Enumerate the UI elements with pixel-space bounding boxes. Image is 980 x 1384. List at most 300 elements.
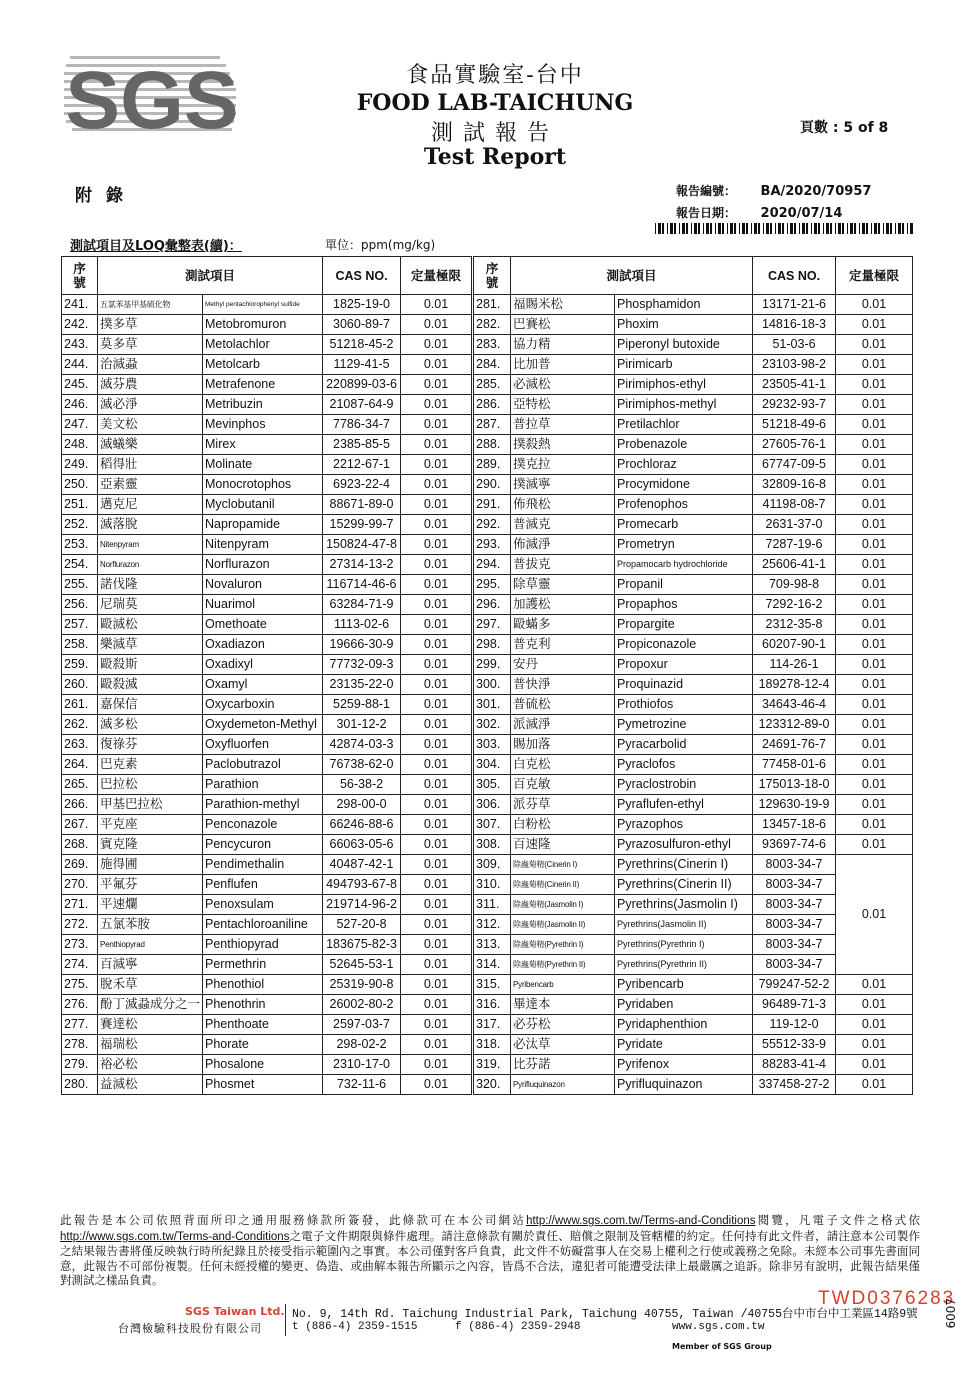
cas-number: 51218-49-6 [753, 415, 836, 435]
loq-value: 0.01 [836, 775, 913, 795]
cas-number: 183675-82-3 [323, 935, 401, 955]
cas-number: 220899-03-6 [323, 375, 401, 395]
pesticide-name-zh: 派芬草 [511, 795, 615, 815]
table-row [62, 615, 913, 635]
loq-table [61, 256, 913, 1095]
lab-title-en: FOOD LAB-TAICHUNG [356, 90, 634, 116]
pesticide-name-en: Pyrethrins(Cinerin II) [615, 875, 753, 895]
barcode-bar [670, 223, 673, 234]
pesticide-name-zh: 普拉草 [511, 415, 615, 435]
loq-value: 0.01 [836, 975, 913, 995]
table-row [62, 335, 913, 355]
barcode-bar [758, 223, 760, 234]
row-number: 314. [473, 955, 511, 975]
cas-number: 41198-08-7 [753, 495, 836, 515]
barcode-bar [778, 223, 781, 234]
row-number: 315. [473, 975, 511, 995]
cas-number: 25606-41-1 [753, 555, 836, 575]
pesticide-name-en: Pyridaben [615, 995, 753, 1015]
row-number: 270. [62, 875, 98, 895]
loq-value: 0.01 [401, 915, 473, 935]
barcode-bar [818, 223, 820, 234]
row-number: 318. [473, 1035, 511, 1055]
loq-value: 0.01 [401, 475, 473, 495]
cas-number: 56-38-2 [323, 775, 401, 795]
pesticide-name-zh: 必芬松 [511, 1015, 615, 1035]
row-number: 279. [62, 1055, 98, 1075]
loq-value: 0.01 [401, 995, 473, 1015]
barcode-bar [859, 223, 860, 234]
row-number: 266. [62, 795, 98, 815]
cas-number: 24691-76-7 [753, 735, 836, 755]
table-row [62, 755, 913, 775]
cas-number: 23135-22-0 [323, 675, 401, 695]
col-loq: 定量極限 [401, 257, 473, 295]
barcode-bar [799, 223, 800, 234]
loq-value: 0.01 [836, 1035, 913, 1055]
row-number: 248. [62, 435, 98, 455]
cas-number: 23103-98-2 [753, 355, 836, 375]
row-number: 244. [62, 355, 98, 375]
table-row [62, 975, 913, 995]
pesticide-name-en: Propamocarb hydrochloride [615, 555, 753, 575]
cas-number: 13457-18-6 [753, 815, 836, 835]
pesticide-name-zh: 協力精 [511, 335, 615, 355]
cas-number: 123312-89-0 [753, 715, 836, 735]
pesticide-name-zh: 邁克尼 [98, 495, 203, 515]
cas-number: 8003-34-7 [753, 875, 836, 895]
pesticide-name-en: Prometryn [615, 535, 753, 555]
cas-number: 2385-85-5 [323, 435, 401, 455]
pesticide-name-en: Metribuzin [203, 395, 323, 415]
pesticide-name-zh: Penthiopyrad [98, 935, 203, 955]
cas-number: 119-12-0 [753, 1015, 836, 1035]
pesticide-name-en: Phosphamidon [615, 295, 753, 315]
loq-value: 0.01 [401, 515, 473, 535]
loq-value: 0.01 [836, 515, 913, 535]
row-number: 285. [473, 375, 511, 395]
loq-value: 0.01 [401, 595, 473, 615]
cas-number: 13171-21-6 [753, 295, 836, 315]
row-number: 257. [62, 615, 98, 635]
table-row [62, 995, 913, 1015]
row-number: 284. [473, 355, 511, 375]
pesticide-name-en: Pyrazosulfuron-ethyl [615, 835, 753, 855]
terms-link[interactable]: http://www.sgs.com.tw/Terms-and-Conditions [526, 1215, 756, 1227]
loq-value: 0.01 [836, 1015, 913, 1035]
table-row [62, 555, 913, 575]
loq-value: 0.01 [836, 495, 913, 515]
pesticide-name-zh: 莫多草 [98, 335, 203, 355]
barcode-bar [658, 223, 661, 234]
pesticide-name-en: Oxadixyl [203, 655, 323, 675]
table-row [62, 595, 913, 615]
loq-value: 0.01 [401, 1055, 473, 1075]
cas-number: 527-20-8 [323, 915, 401, 935]
loq-value: 0.01 [401, 335, 473, 355]
cas-number: 29232-93-7 [753, 395, 836, 415]
table-row [62, 295, 913, 315]
loq-value: 0.01 [836, 615, 913, 635]
pesticide-name-en: Pirimiphos-methyl [615, 395, 753, 415]
row-number: 264. [62, 755, 98, 775]
table-row [62, 855, 913, 875]
row-number: 319. [473, 1055, 511, 1075]
barcode-bar [766, 223, 769, 234]
row-number: 241. [62, 295, 98, 315]
barcode-bar [826, 223, 829, 234]
pesticide-name-zh: 巴克素 [98, 755, 203, 775]
loq-value: 0.01 [401, 775, 473, 795]
loq-value: 0.01 [836, 695, 913, 715]
cas-number: 301-12-2 [323, 715, 401, 735]
pesticide-name-zh: 毆滅松 [98, 615, 203, 635]
row-number: 311. [473, 895, 511, 915]
barcode-bar [898, 223, 901, 234]
row-number: 294. [473, 555, 511, 575]
pesticide-name-en: Oxydemeton-Methyl [203, 715, 323, 735]
loq-value: 0.01 [836, 475, 913, 495]
cas-number: 14816-18-3 [753, 315, 836, 335]
barcode-bar [823, 223, 824, 234]
row-number: 300. [473, 675, 511, 695]
loq-value: 0.01 [401, 675, 473, 695]
pesticide-name-en: Methyl pentachlorophenyl sulfide [203, 295, 323, 315]
page-label: 頁數 [800, 120, 828, 136]
pesticide-name-en: Propanil [615, 575, 753, 595]
col-item: 測試項目 [98, 257, 323, 295]
table-row [62, 1055, 913, 1075]
company-name-zh: 台灣檢驗科技股份有限公司 [118, 1322, 262, 1335]
barcode [655, 223, 913, 234]
row-number: 313. [473, 935, 511, 955]
barcode-bar [878, 223, 880, 234]
pesticide-name-zh: 滅蟻樂 [98, 435, 203, 455]
barcode-bar [727, 223, 728, 234]
loq-value: 0.01 [401, 955, 473, 975]
pesticide-name-zh: 美文松 [98, 415, 203, 435]
pesticide-name-zh: 施得圃 [98, 855, 203, 875]
cas-number: 709-98-8 [753, 575, 836, 595]
row-number: 242. [62, 315, 98, 335]
loq-value: 0.01 [836, 455, 913, 475]
table-row [62, 935, 913, 955]
barcode-bar [662, 223, 664, 234]
pesticide-name-zh: 滅必淨 [98, 395, 203, 415]
row-number: 308. [473, 835, 511, 855]
pesticide-name-zh: 賽達松 [98, 1015, 203, 1035]
cas-number: 2312-35-8 [753, 615, 836, 635]
row-number: 258. [62, 635, 98, 655]
pesticide-name-en: Pencycuron [203, 835, 323, 855]
loq-value: 0.01 [836, 555, 913, 575]
pesticide-name-zh: 稻得壯 [98, 455, 203, 475]
col-no: 序 號 [62, 257, 98, 295]
pesticide-name-en: Phoxim [615, 315, 753, 335]
cas-number: 19666-30-9 [323, 635, 401, 655]
svg-text:SGS: SGS [65, 55, 239, 142]
pesticide-name-zh: 加護松 [511, 595, 615, 615]
loq-value: 0.01 [836, 635, 913, 655]
pesticide-name-en: Myclobutanil [203, 495, 323, 515]
pesticide-name-en: Parathion [203, 775, 323, 795]
table-row [62, 515, 913, 535]
pesticide-name-en: Propoxur [615, 655, 753, 675]
barcode-bar [910, 223, 913, 234]
loq-value: 0.01 [401, 975, 473, 995]
cas-number: 298-02-2 [323, 1035, 401, 1055]
loq-value: 0.01 [836, 395, 913, 415]
row-number: 288. [473, 435, 511, 455]
terms-link[interactable]: http://www.sgs.com.tw/Terms-and-Conditions [60, 1230, 290, 1243]
col-no-right: 序 號 [473, 257, 511, 295]
table-row [62, 475, 913, 495]
row-number: 293. [473, 535, 511, 555]
barcode-bar [682, 223, 685, 234]
barcode-bar [703, 223, 704, 234]
row-number: 255. [62, 575, 98, 595]
row-number: 307. [473, 815, 511, 835]
cas-number: 51-03-6 [753, 335, 836, 355]
cas-number: 2631-37-0 [753, 515, 836, 535]
row-number: 295. [473, 575, 511, 595]
pesticide-name-en: Penflufen [203, 875, 323, 895]
cas-number: 66246-88-6 [323, 815, 401, 835]
pesticide-name-zh: 樂滅草 [98, 635, 203, 655]
pesticide-name-en: Phorate [203, 1035, 323, 1055]
pesticide-name-zh: 除蟲菊精(Cinerin II) [511, 875, 615, 895]
table-row [62, 315, 913, 335]
barcode-bar [830, 223, 832, 234]
barcode-bar [842, 223, 844, 234]
table-row [62, 415, 913, 435]
pesticide-name-en: Prochloraz [615, 455, 753, 475]
col-cas-right: CAS NO. [753, 257, 836, 295]
barcode-bar [710, 223, 712, 234]
row-number: 269. [62, 855, 98, 875]
barcode-bar [902, 223, 904, 234]
pesticide-name-zh: 巴賽松 [511, 315, 615, 335]
table-row [62, 715, 913, 735]
pesticide-name-zh: 比芬諾 [511, 1055, 615, 1075]
pesticide-name-zh: Nitenpyram [98, 535, 203, 555]
cas-number: 25319-90-8 [323, 975, 401, 995]
pesticide-name-zh: 百滅寧 [98, 955, 203, 975]
pesticide-name-zh: 除蟲菊精(Cinerin I) [511, 855, 615, 875]
cas-number: 60207-90-1 [753, 635, 836, 655]
table-row [62, 815, 913, 835]
pesticide-name-zh: 甲基巴拉松 [98, 795, 203, 815]
pesticide-name-en: Pyridate [615, 1035, 753, 1055]
cas-number: 7786-34-7 [323, 415, 401, 435]
barcode-bar [895, 223, 896, 234]
table-row [62, 775, 913, 795]
table-row [62, 835, 913, 855]
pesticide-name-zh: 撲多草 [98, 315, 203, 335]
pesticide-name-en: Promecarb [615, 515, 753, 535]
report-title-zh: 測試報告 [430, 121, 559, 146]
cas-number: 96489-71-3 [753, 995, 836, 1015]
barcode-bar [667, 223, 668, 234]
row-number: 275. [62, 975, 98, 995]
pesticide-name-zh: 除蟲菊精(Pyrethrin I) [511, 935, 615, 955]
loq-value: 0.01 [401, 815, 473, 835]
row-number: 253. [62, 535, 98, 555]
pesticide-name-zh: 必汰草 [511, 1035, 615, 1055]
col-item-right: 測試項目 [511, 257, 753, 295]
barcode-bar [814, 223, 817, 234]
cas-number: 51218-45-2 [323, 335, 401, 355]
table-row [62, 795, 913, 815]
row-number: 276. [62, 995, 98, 1015]
pesticide-name-en: Proquinazid [615, 675, 753, 695]
cas-number: 66063-05-6 [323, 835, 401, 855]
cas-number: 27314-13-2 [323, 555, 401, 575]
member-of-group: Member of SGS Group [672, 1342, 772, 1351]
pesticide-name-zh: 尼瑞莫 [98, 595, 203, 615]
pesticide-name-zh: 嘉保信 [98, 695, 203, 715]
pesticide-name-zh: 佈飛松 [511, 495, 615, 515]
loq-value: 0.01 [836, 715, 913, 735]
barcode-bar [742, 223, 745, 234]
table-row [62, 495, 913, 515]
pesticide-name-en: Penthiopyrad [203, 935, 323, 955]
row-number: 291. [473, 495, 511, 515]
cas-number: 2597-03-7 [323, 1015, 401, 1035]
pesticide-name-en: Molinate [203, 455, 323, 475]
loq-value: 0.01 [401, 455, 473, 475]
barcode-bar [871, 223, 872, 234]
row-number: 254. [62, 555, 98, 575]
barcode-bar [890, 223, 892, 234]
pesticide-name-en: Mevinphos [203, 415, 323, 435]
row-number: 245. [62, 375, 98, 395]
cas-number: 27605-76-1 [753, 435, 836, 455]
cas-number: 7292-16-2 [753, 595, 836, 615]
barcode-bar [730, 223, 733, 234]
pesticide-name-en: Pyridaphenthion [615, 1015, 753, 1035]
loq-value: 0.01 [401, 295, 473, 315]
row-number: 302. [473, 715, 511, 735]
pesticide-name-en: Propiconazole [615, 635, 753, 655]
cas-number: 88283-41-4 [753, 1055, 836, 1075]
pesticide-name-zh: 除草靈 [511, 575, 615, 595]
barcode-bar [715, 223, 716, 234]
pesticide-name-en: Oxamyl [203, 675, 323, 695]
loq-value: 0.01 [401, 575, 473, 595]
pesticide-name-zh: 除蟲菊精(Jasmolin II) [511, 915, 615, 935]
cas-number: 732-11-6 [323, 1075, 401, 1095]
row-number: 274. [62, 955, 98, 975]
row-number: 252. [62, 515, 98, 535]
row-number: 260. [62, 675, 98, 695]
row-number: 259. [62, 655, 98, 675]
cas-number: 1129-41-5 [323, 355, 401, 375]
barcode-bar [770, 223, 772, 234]
pesticide-name-zh: 撲滅寧 [511, 475, 615, 495]
row-number: 267. [62, 815, 98, 835]
row-number: 287. [473, 415, 511, 435]
table-row [62, 955, 913, 975]
pesticide-name-en: Napropamide [203, 515, 323, 535]
loq-value: 0.01 [401, 355, 473, 375]
pesticide-name-en: Monocrotophos [203, 475, 323, 495]
pesticide-name-en: Phenthoate [203, 1015, 323, 1035]
cas-number: 3060-89-7 [323, 315, 401, 335]
row-number: 271. [62, 895, 98, 915]
cas-number: 1825-19-0 [323, 295, 401, 315]
pesticide-name-zh: 白克松 [511, 755, 615, 775]
loq-value: 0.01 [836, 735, 913, 755]
row-number: 290. [473, 475, 511, 495]
pesticide-name-en: Norflurazon [203, 555, 323, 575]
pesticide-name-en: Profenophos [615, 495, 753, 515]
pesticide-name-en: Omethoate [203, 615, 323, 635]
row-number: 278. [62, 1035, 98, 1055]
loq-value: 0.01 [836, 335, 913, 355]
pesticide-name-en: Nitenpyram [203, 535, 323, 555]
barcode-bar [754, 223, 757, 234]
pesticide-name-zh: 必滅松 [511, 375, 615, 395]
row-number: 305. [473, 775, 511, 795]
barcode-bar [746, 223, 748, 234]
row-number: 289. [473, 455, 511, 475]
pesticide-name-zh: Pyrifluquinazon [511, 1075, 615, 1095]
loq-value: 0.01 [836, 575, 913, 595]
company-fax: f (886-4) 2359-2948 [455, 1321, 581, 1333]
pesticide-name-en: Penconazole [203, 815, 323, 835]
barcode-bar [862, 223, 865, 234]
loq-value: 0.01 [401, 695, 473, 715]
pesticide-name-en: Novaluron [203, 575, 323, 595]
pesticide-name-zh: 諾伐隆 [98, 575, 203, 595]
loq-value: 0.01 [401, 495, 473, 515]
cas-number: 494793-67-8 [323, 875, 401, 895]
table-row [62, 635, 913, 655]
pesticide-name-en: Pyraflufen-ethyl [615, 795, 753, 815]
pesticide-name-en: Pyracarbolid [615, 735, 753, 755]
cas-number: 114-26-1 [753, 655, 836, 675]
pesticide-name-en: Pyrethrins(Jasmolin II) [615, 915, 753, 935]
pesticide-name-zh: 撲殺熱 [511, 435, 615, 455]
row-number: 297. [473, 615, 511, 635]
pesticide-name-zh: 普拔克 [511, 555, 615, 575]
row-number: 299. [473, 655, 511, 675]
cas-number: 5259-88-1 [323, 695, 401, 715]
loq-value: 0.01 [401, 755, 473, 775]
barcode-bar [674, 223, 676, 234]
barcode-bar [739, 223, 740, 234]
table-title: 測試項目及LOQ彙整表(續)： [70, 239, 242, 254]
cas-number: 34643-46-4 [753, 695, 836, 715]
company-website[interactable]: www.sgs.com.tw [672, 1321, 765, 1333]
pesticide-name-en: Parathion-methyl [203, 795, 323, 815]
cas-number: 88671-89-0 [323, 495, 401, 515]
unit-label: 單位：ppm(mg/kg) [325, 238, 436, 252]
pesticide-name-zh: 賓克隆 [98, 835, 203, 855]
loq-value: 0.01 [401, 535, 473, 555]
pesticide-name-zh: 五氯苯基甲基硫化物 [98, 295, 203, 315]
pesticide-name-en: Mirex [203, 435, 323, 455]
pesticide-name-en: Oxycarboxin [203, 695, 323, 715]
pesticide-name-en: Propaphos [615, 595, 753, 615]
row-number: 272. [62, 915, 98, 935]
pesticide-name-en: Pyraclostrobin [615, 775, 753, 795]
company-name-en: SGS Taiwan Ltd. [185, 1305, 285, 1318]
row-number: 246. [62, 395, 98, 415]
pesticide-name-zh: 酚丁滅蝨成分之一 [98, 995, 203, 1015]
pesticide-name-en: Nuarimol [203, 595, 323, 615]
